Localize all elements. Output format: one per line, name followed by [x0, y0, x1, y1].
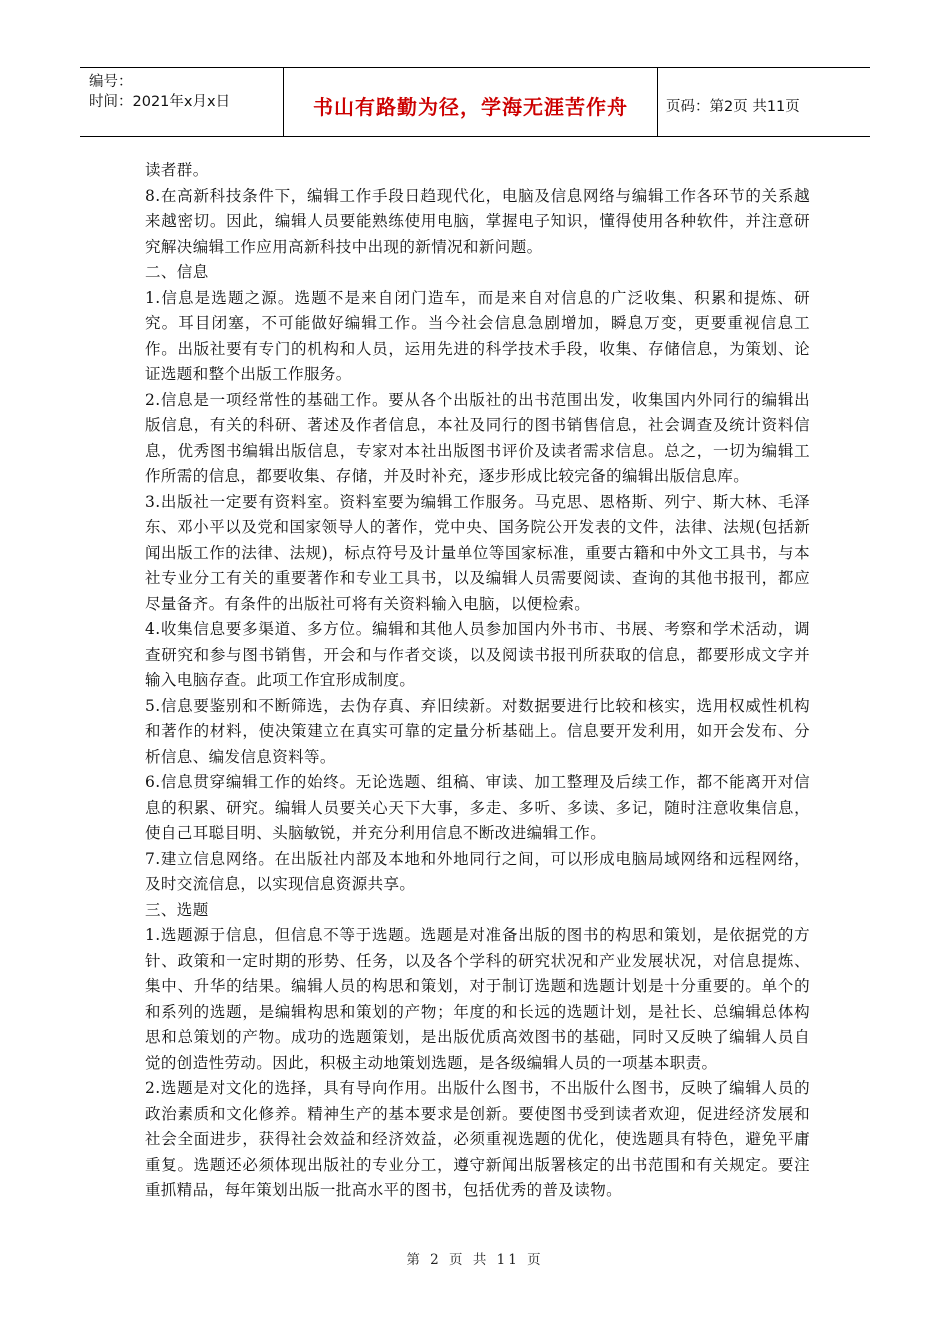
- paragraph: 1.选题源于信息，但信息不等于选题。选题是对准备出版的图书的构思和策划，是依据党的方针、政策和一定时期的形势、任务，以及各个学科的研究状况和产业发展状况，对信息提炼、集中、升华的结果。编辑人员的构思和策划，对于制订选题和选题计划是十分重要的。单个的和系列的选题，是编辑构思和策划的产物；年度的和长远的选题计划，是社长、总编辑总体构思和总策划的产物。成功的选题策划，是出版优质高效图书的基础，同时又反映了编辑人员自觉的创造性劳动。因此，积极主动地策划选题，是各级编辑人员的一项基本职责。: [145, 926, 810, 1072]
- paragraph: 2.信息是一项经常性的基础工作。要从各个出版社的出书范围出发，收集国内外同行的编辑出版信息，有关的科研、著述及作者信息，本社及同行的图书销售信息，社会调查及统计资料信息，优秀图书编辑出版信息，专家对本社出版图书评价及读者需求信息。总之，一切为编辑工作所需的信息，都要收集、存储，并及时补充，逐步形成比较完备的编辑出版信息库。: [145, 390, 810, 485]
- paragraph: 4.收集信息要多渠道、多方位。编辑和其他人员参加国内外书市、书展、考察和学术活动，调查研究和参与图书销售，开会和与作者交谈，以及阅读书报刊所获取的信息，都要形成文字并输入电脑存查。此项工作宜形成制度。: [145, 620, 810, 689]
- section-heading: 二、信息: [145, 263, 209, 281]
- paragraph: 读者群。: [145, 161, 209, 179]
- page-footer: 第 2 页 共 11 页: [406, 1252, 544, 1268]
- section-heading: 三、选题: [145, 900, 209, 919]
- document-number-label: 编号：: [89, 74, 133, 90]
- page-header: [80, 67, 870, 137]
- header-motto: 书山有路勤为径，学海无涯苦作舟: [283, 68, 658, 136]
- paragraph: 1.信息是选题之源。选题不是来自闭门造车，而是来自对信息的广泛收集、积累和提炼、研究。耳目闭塞，不可能做好编辑工作。当今社会信息急剧增加，瞬息万变，更要重视信息工作。出版社要有专门的机构和人员，运用先进的科学技术手段，收集、存储信息，为策划、论证选题和整个出版工作服务。: [145, 288, 810, 383]
- paragraph: 6.信息贯穿编辑工作的始终。无论选题、组稿、审读、加工整理及后续工作，都不能离开对信息的积累、研究。编辑人员要关心天下大事，多走、多听、多读、多记，随时注意收集信息，使自己耳聪目明、头脑敏锐，并充分利用信息不断改进编辑工作。: [145, 773, 810, 842]
- document-time-label: 时间：2021年x月x日: [89, 94, 231, 110]
- paragraph: 7.建立信息网络。在出版社内部及本地和外地同行之间，可以形成电脑局域网络和远程网络，及时交流信息，以实现信息资源共享。: [145, 849, 810, 893]
- document-body: [145, 158, 810, 1204]
- paragraph: 3.出版社一定要有资料室。资料室要为编辑工作服务。马克思、恩格斯、列宁、斯大林、毛泽东、邓小平以及党和国家领导人的著作，党中央、国务院公开发表的文件，法律、法规(包括新闻出版工作的法律、法规)，标点符号及计量单位等国家标准，重要古籍和中外文工具书，与本社专业分工有关的重要著作和专业工具书，以及编辑人员需要阅读、查询的其他书报刊，都应尽量备齐。有条件的出版社可将有关资料输入电脑，以便检索。: [145, 492, 810, 613]
- paragraph: 5.信息要鉴别和不断筛选，去伪存真、弃旧续新。对数据要进行比较和核实，选用权威性机构和著作的材料，使决策建立在真实可靠的定量分析基础上。信息要开发利用，如开会发布、分析信息、编发信息资料等。: [145, 696, 810, 766]
- header-page-info: 页码：第2页 共11页: [666, 98, 800, 115]
- paragraph: 2.选题是对文化的选择，具有导向作用。出版什么图书，不出版什么图书，反映了编辑人员的政治素质和文化修养。精神生产的基本要求是创新。要使图书受到读者欢迎，促进经济发展和社会全面进步，获得社会效益和经济效益，必须重视选题的优化，使选题具有特色，避免平庸重复。选题还必须体现出版社的专业分工，遵守新闻出版署核定的出书范围和有关规定。要注重抓精品，每年策划出版一批高水平的图书，包括优秀的普及读物。: [145, 1079, 810, 1199]
- paragraph: 8.在高新科技条件下，编辑工作手段日趋现代化，电脑及信息网络与编辑工作各环节的关系越来越密切。因此，编辑人员要能熟练使用电脑，掌握电子知识，懂得使用各种软件，并注意研究解决编辑工作应用高新科技中出现的新情况和新问题。: [145, 186, 810, 256]
- header-meta: [80, 68, 283, 136]
